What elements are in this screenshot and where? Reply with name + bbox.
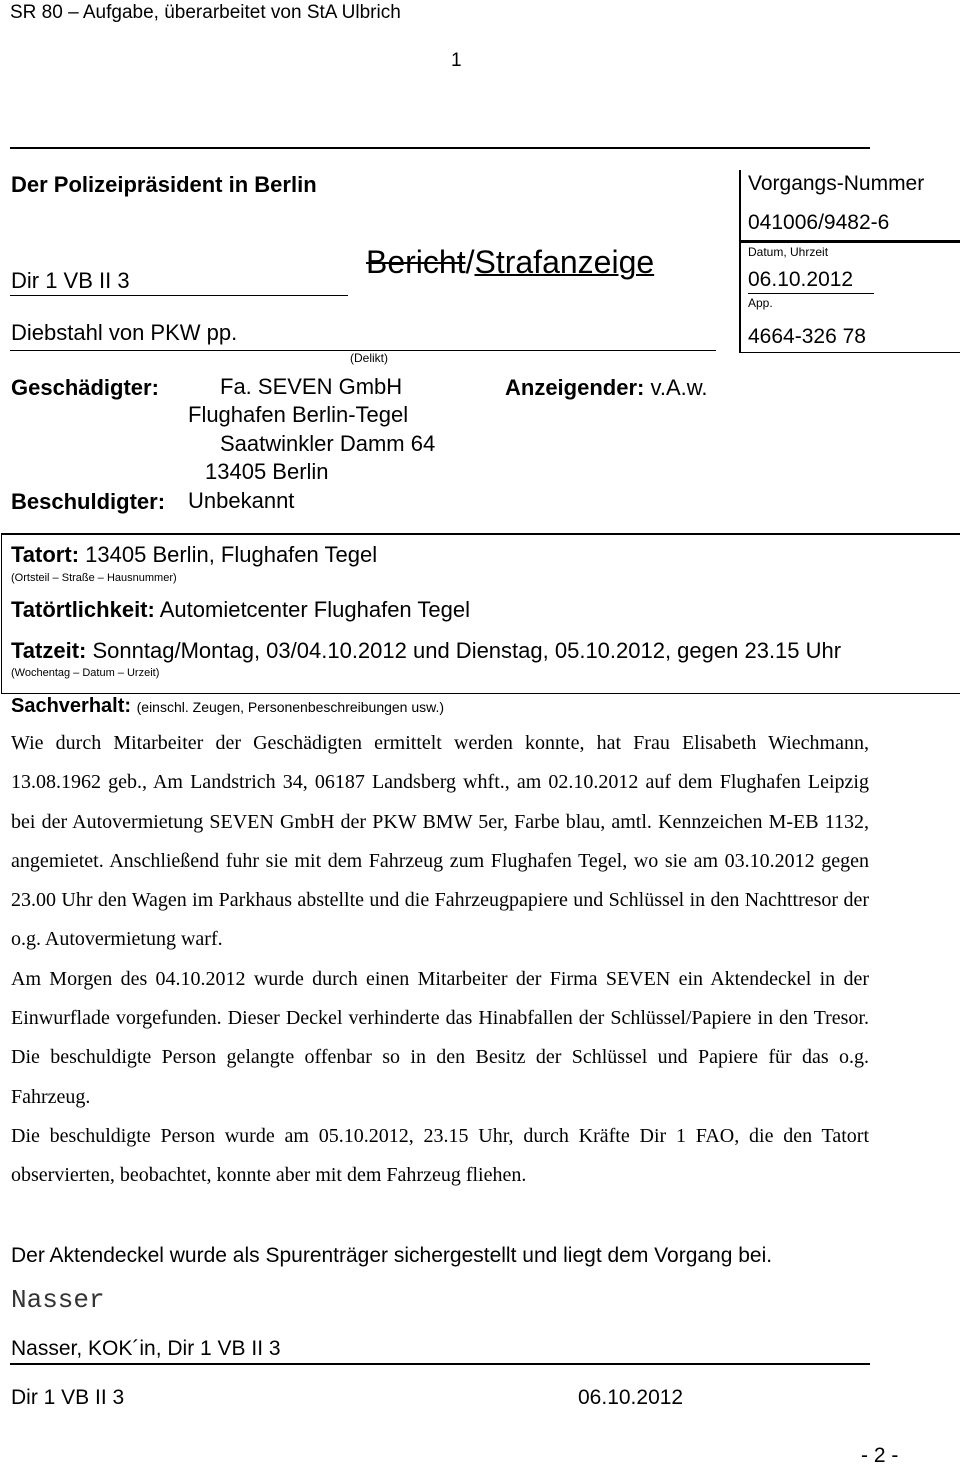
location-value: Automietcenter Flughafen Tegel (159, 597, 470, 622)
scene-label: Tatort: (11, 542, 80, 567)
complainant-value: v.A.w. (650, 375, 708, 400)
case-phone: 4664-326 78 (748, 325, 866, 348)
header-rule (10, 147, 870, 149)
facts-caption: (einschl. Zeugen, Personenbeschreibungen usw.) (136, 699, 445, 715)
facts-body (11, 724, 869, 1196)
case-number-label: Vorgangs-Nummer (748, 172, 925, 195)
facts-heading (11, 695, 444, 718)
footer-department: Dir 1 VB II 3 (11, 1386, 125, 1409)
signer: Nasser, KOK´in, Dir 1 VB II 3 (11, 1337, 281, 1360)
scene-value: 13405 Berlin, Flughafen Tegel (85, 542, 378, 567)
case-date-rule (748, 293, 874, 294)
footer-date: 06.10.2012 (578, 1386, 684, 1409)
crime-time-caption: (Wochentag – Datum – Urzeit) (11, 667, 160, 679)
scene (11, 542, 377, 568)
offense-caption: (Delikt) (350, 351, 388, 365)
department-rule (10, 295, 348, 296)
signature-rule (10, 1363, 870, 1365)
evidence-sentence: Der Aktendeckel wurde als Spurenträger sichergestellt und liegt dem Vorgang bei. (11, 1244, 773, 1267)
facts-paragraph-2: Am Morgen des 04.10.2012 wurde durch einen Mitarbeiter der Firma SEVEN ein Aktendeckel in der Einwurflade vorgefunden. Dieser Deckel verhinderte das Hinabfallen der Schlüssel/Papiere in den Tresor. Die beschuldigte Person gelangte offenbar so in den Besitz der Schlüssel und Papiere für das o.g. Fahrzeug. (11, 967, 869, 1108)
crime-time (11, 638, 841, 664)
facts-paragraph-3: Die beschuldigte Person wurde am 05.10.2012, 23.15 Uhr, durch Kräfte Dir 1 FAO, die den Tatort observierten, beobachtet, konnte aber mit dem Fahrzeug fliehen. (11, 1124, 869, 1187)
location-label: Tatörtlichkeit: (11, 597, 155, 622)
injured-line-2: Flughafen Berlin-Tegel (188, 402, 409, 427)
case-number: 041006/9482-6 (748, 211, 890, 234)
department: Dir 1 VB II 3 (11, 268, 130, 293)
authority-name: Der Polizeipräsident in Berlin (11, 172, 317, 197)
location (11, 597, 470, 623)
complainant (505, 375, 708, 401)
case-box-divider (741, 240, 960, 243)
accused-label: Beschuldigter: (11, 489, 166, 514)
offense: Diebstahl von PKW pp. (11, 320, 238, 345)
injured-line-1: Fa. SEVEN GmbH (220, 374, 403, 399)
report-title-slash: / (465, 244, 475, 280)
case-date: 06.10.2012 (748, 268, 854, 291)
page-number: 1 (451, 50, 462, 71)
crime-time-value: Sonntag/Montag, 03/04.10.2012 und Dienstag, 05.10.2012, gegen 23.15 Uhr (92, 638, 842, 663)
footer-page: - 2 - (861, 1444, 899, 1467)
report-title-struck: Bericht (366, 244, 466, 280)
complainant-label: Anzeigender: (505, 375, 645, 400)
accused-value: Unbekannt (188, 488, 295, 513)
crime-time-label: Tatzeit: (11, 638, 87, 663)
scene-caption: (Ortsteil – Straße – Hausnummer) (11, 572, 177, 584)
case-date-label: Datum, Uhrzeit (748, 245, 829, 259)
top-note: SR 80 – Aufgabe, überarbeitet von StA Ulbrich (10, 2, 401, 23)
injured-line-3: Saatwinkler Damm 64 (220, 431, 436, 456)
signature: Nasser (11, 1285, 105, 1315)
injured-line-4: 13405 Berlin (205, 459, 329, 484)
facts-label: Sachverhalt: (11, 695, 132, 717)
facts-paragraph-1: Wie durch Mitarbeiter der Geschädigten ermittelt werden konnte, hat Frau Elisabeth Wiechmann, 13.08.1962 geb., Am Landstrich 34, 06187 Landsberg whft., am 02.10.2012 auf dem Flughafen Leipzig bei der Autovermietung SEVEN GmbH der PKW BMW 5er, Farbe blau, amtl. Kennzeichen M-EB 1132, angemietet. Anschließend fuhr sie mit dem Fahrzeug zum Flughafen Tegel, wo sie am 03.10.2012 gegen 23.00 Uhr den Wagen im Parkhaus abstellte und die Fahrzeugpapiere und Schlüssel in den Nachttresor der o.g. Autovermietung warf. (11, 732, 869, 951)
case-phone-label: App. (748, 296, 773, 310)
report-title (366, 244, 654, 281)
injured-label: Geschädigter: (11, 375, 159, 400)
report-title-main: Strafanzeige (474, 244, 655, 280)
